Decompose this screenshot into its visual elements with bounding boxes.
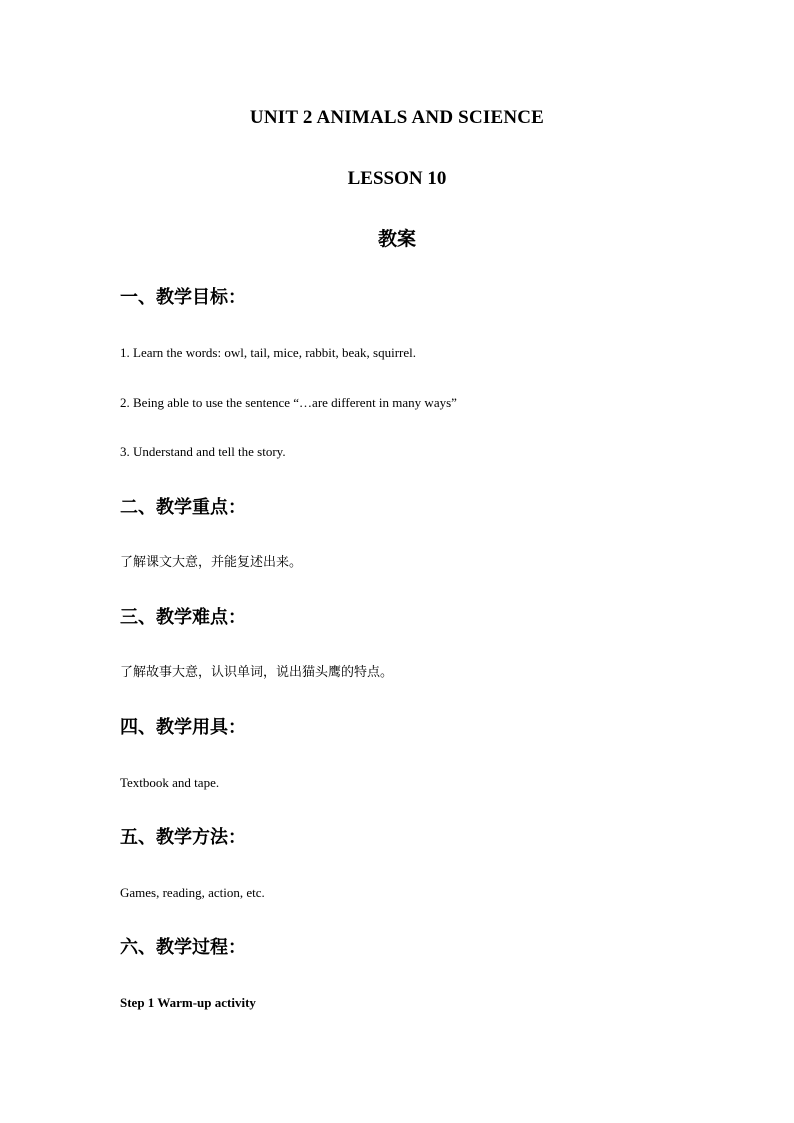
- lesson-title: LESSON 10: [347, 168, 447, 189]
- step-1-heading: Step 1 Warm-up activity: [120, 995, 256, 1010]
- goal-item-2: 2. Being able to use the sentence “…are different in many ways”: [120, 395, 457, 410]
- goal-item-3: 3. Understand and tell the story.: [120, 444, 286, 459]
- lesson-plan-title: 教案: [377, 228, 416, 250]
- key-points-text: 了解课文大意，并能复述出来。: [120, 555, 303, 570]
- tools-heading: 四、教学用具：: [120, 717, 246, 738]
- goal-item-1: 1. Learn the words: owl, tail, mice, rabbit, beak, squirrel.: [120, 345, 417, 360]
- difficulties-text: 了解故事大意，认识单词，说出猫头鹰的特点。: [120, 665, 394, 680]
- methods-heading: 五、教学方法：: [120, 827, 246, 848]
- tools-text: Textbook and tape.: [120, 775, 220, 790]
- unit-title: UNIT 2 ANIMALS AND SCIENCE: [249, 107, 545, 128]
- key-points-heading: 二、教学重点：: [120, 497, 246, 518]
- difficulties-heading: 三、教学难点：: [120, 607, 246, 628]
- methods-text: Games, reading, action, etc.: [120, 885, 265, 900]
- goals-heading: 一、教学目标：: [120, 287, 246, 308]
- process-heading: 六、教学过程：: [120, 937, 246, 958]
